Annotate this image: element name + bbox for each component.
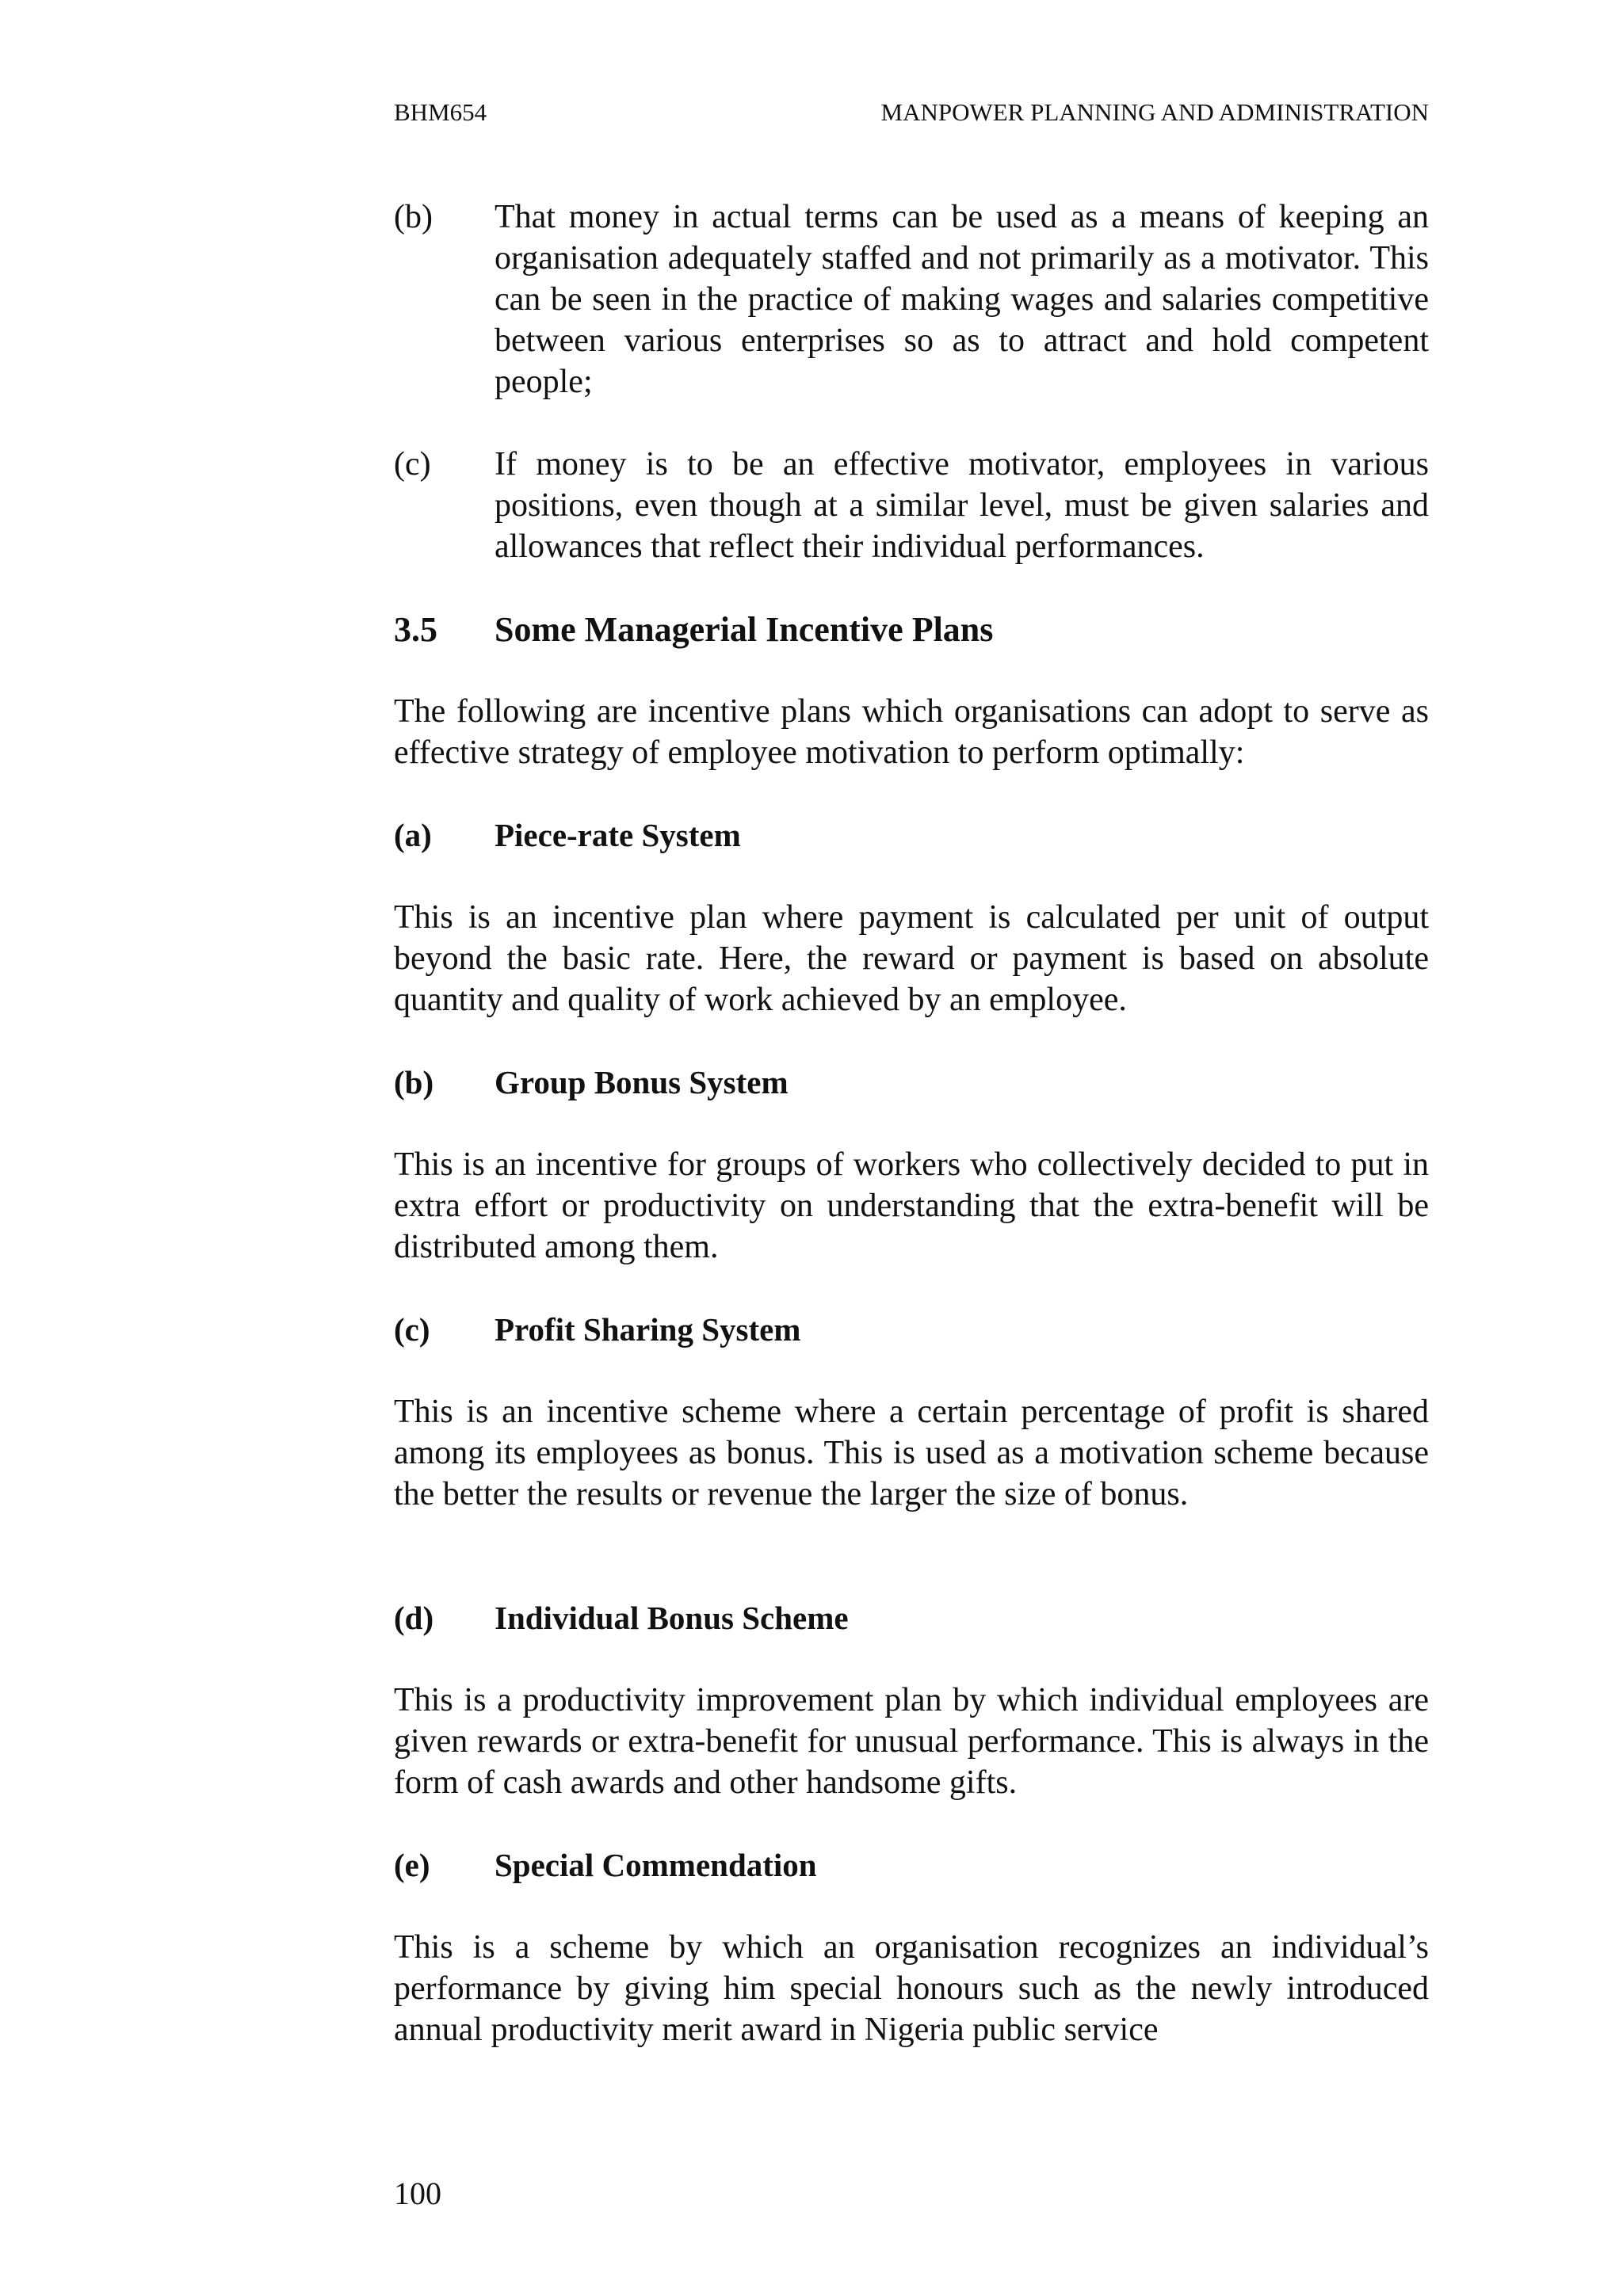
plan-marker: (b) xyxy=(394,1064,434,1100)
plan-body-c: This is an incentive scheme where a certain percentage of profit is shared among its employees as bonus. This is used as a motivation scheme because the better the results or revenue the larger the size of bonus. xyxy=(394,1394,1429,1512)
list-item-text: If money is to be an effective motivator, employees in various positions, even though at a similar level, must be given salaries and allowances that reflect their individual performances. xyxy=(495,446,1429,565)
course-code: BHM654 xyxy=(394,98,487,126)
course-title: MANPOWER PLANNING AND ADMINISTRATION xyxy=(880,98,1429,126)
list-marker: (c) xyxy=(394,446,431,482)
section-number: 3.5 xyxy=(394,610,437,649)
plan-marker: (a) xyxy=(394,817,432,853)
plan-marker: (c) xyxy=(394,1311,430,1348)
plan-body-d: This is a productivity improvement plan by which individual employees are given rewards or extra-benefit for unusual performance. This is always in the form of cash awards and other handsome gifts. xyxy=(394,1682,1429,1801)
plan-title: Profit Sharing System xyxy=(495,1311,801,1348)
plan-title: Group Bonus System xyxy=(495,1064,789,1100)
page-number: 100 xyxy=(394,2176,441,2211)
plan-body-a: This is an incentive plan where payment is calculated per unit of output beyond the basic rate. Here, the reward or payment is based on absolute quantity and quality of work achieved by an employee. xyxy=(394,899,1429,1018)
list-marker: (b) xyxy=(394,199,433,235)
plan-body-b: This is an incentive for groups of workers who collectively decided to put in extra effort or productivity on understanding that the extra-benefit will be distributed among them. xyxy=(394,1146,1429,1265)
running-header xyxy=(394,97,1429,128)
list-item-text: That money in actual terms can be used as a means of keeping an organisation adequately staffed and not primarily as a motivator. This can be seen in the practice of making wages and salaries competitive between various enterprises so as to attract and hold competent people; xyxy=(495,199,1429,400)
plan-title: Special Commendation xyxy=(495,1847,817,1883)
section-intro: The following are incentive plans which organisations can adopt to serve as effective strategy of employee motivation to perform optimally: xyxy=(394,693,1429,771)
plan-marker: (d) xyxy=(394,1600,434,1636)
plan-body-e: This is a scheme by which an organisation recognizes an individual’s performance by giving him special honours such as the newly introduced annual productivity merit award in Nigeria public service xyxy=(394,1929,1429,2048)
plan-title: Piece-rate System xyxy=(495,817,741,853)
plan-marker: (e) xyxy=(394,1847,430,1883)
plan-title: Individual Bonus Scheme xyxy=(495,1600,849,1636)
section-title: Some Managerial Incentive Plans xyxy=(495,610,994,649)
